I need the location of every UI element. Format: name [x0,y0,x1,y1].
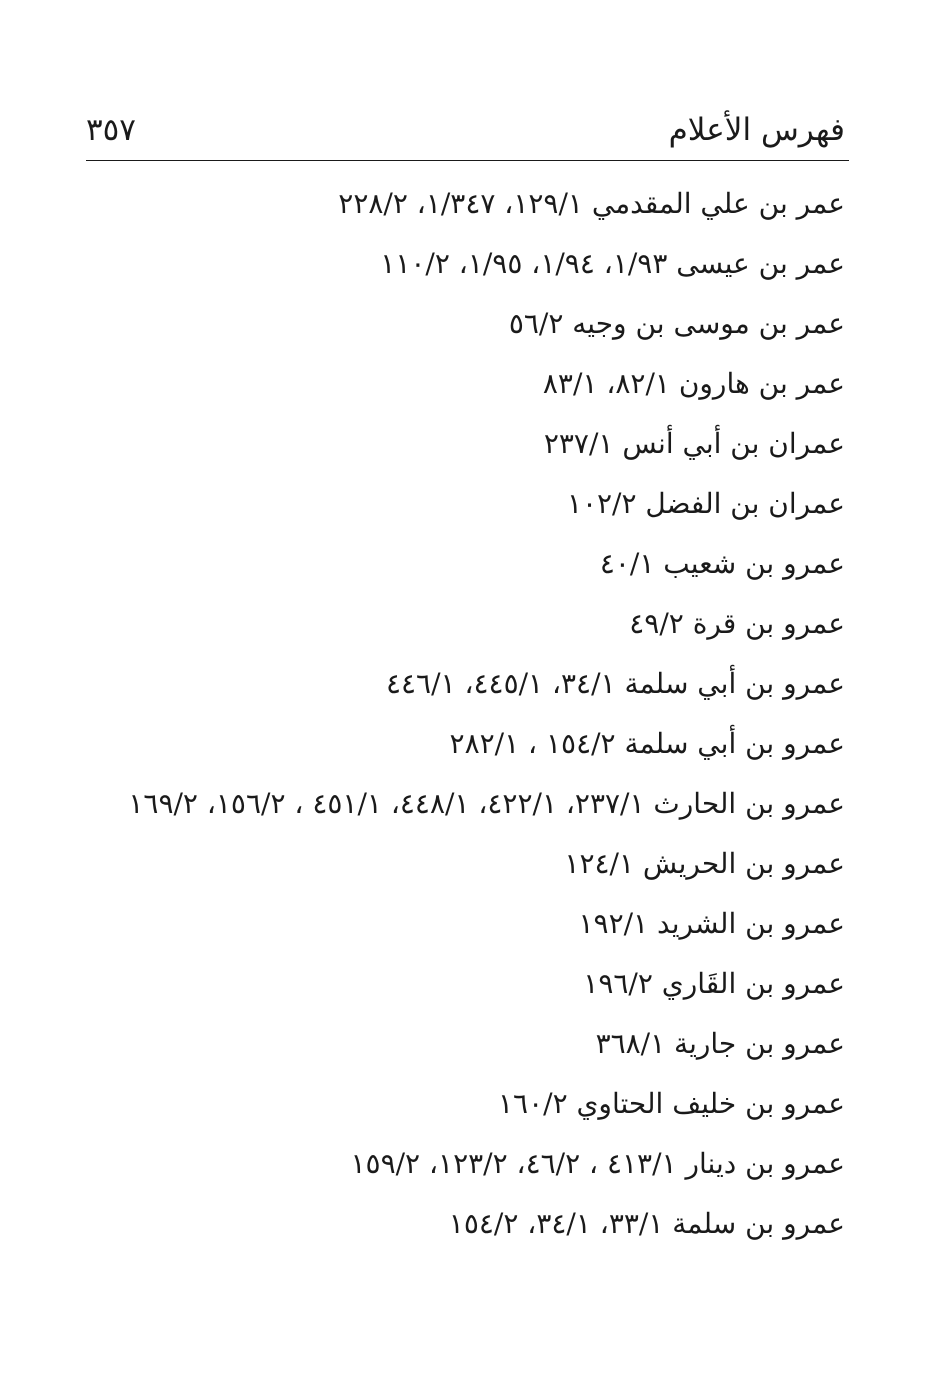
index-entry: عمرو بن أبي سلمة ٣٤/١، ٤٤٥/١، ٤٤٦/١ [385,667,845,700]
index-entry: عمران بن أبي أنس ٢٣٧/١ [543,427,845,460]
index-entry: عمرو بن شعيب ٤٠/١ [599,547,845,580]
index-entry-list [75,176,845,1256]
index-entry: عمر بن علي المقدمي ١٢٩/١، ١/٣٤٧، ٢٢٨/٢ [338,187,845,220]
header-divider [86,160,849,161]
index-entry: عمر بن هارون ٨٢/١، ٨٣/١ [542,367,845,400]
index-entry: عمران بن الفضل ١٠٢/٢ [566,487,845,520]
index-entry: عمرو بن الشريد ١٩٢/١ [578,907,845,940]
index-entry: عمر بن موسى بن وجيه ٥٦/٢ [508,307,845,340]
index-entry: عمرو بن قرة ٤٩/٢ [629,607,845,640]
page-number: ٣٥٧ [86,112,136,148]
index-entry: عمرو بن خليف الحتاوي ١٦٠/٢ [498,1087,845,1120]
page-header-title: فهرس الأعلام [668,112,845,148]
index-entry: عمرو بن دينار ٤١٣/١ ، ٤٦/٢، ١٢٣/٢، ١٥٩/٢ [350,1147,845,1180]
index-entry: عمرو بن الحارث ٢٣٧/١، ٤٢٢/١، ٤٤٨/١، ٤٥١/١ ، ١٥٦/٢، ١٦٩/٢ [128,787,845,820]
index-entry: عمرو بن القَاري ١٩٦/٢ [583,967,845,1000]
index-entry: عمرو بن الحريش ١٢٤/١ [564,847,845,880]
index-entry: عمر بن عيسى ١/٩٣، ١/٩٤، ١/٩٥، ١١٠/٢ [380,247,845,280]
index-entry: عمرو بن أبي سلمة ١٥٤/٢ ، ٢٨٢/١ [449,727,845,760]
index-entry: عمرو بن جارية ٣٦٨/١ [595,1027,845,1060]
index-entry: عمرو بن سلمة ٣٣/١، ٣٤/١، ١٥٤/٢ [448,1207,845,1240]
